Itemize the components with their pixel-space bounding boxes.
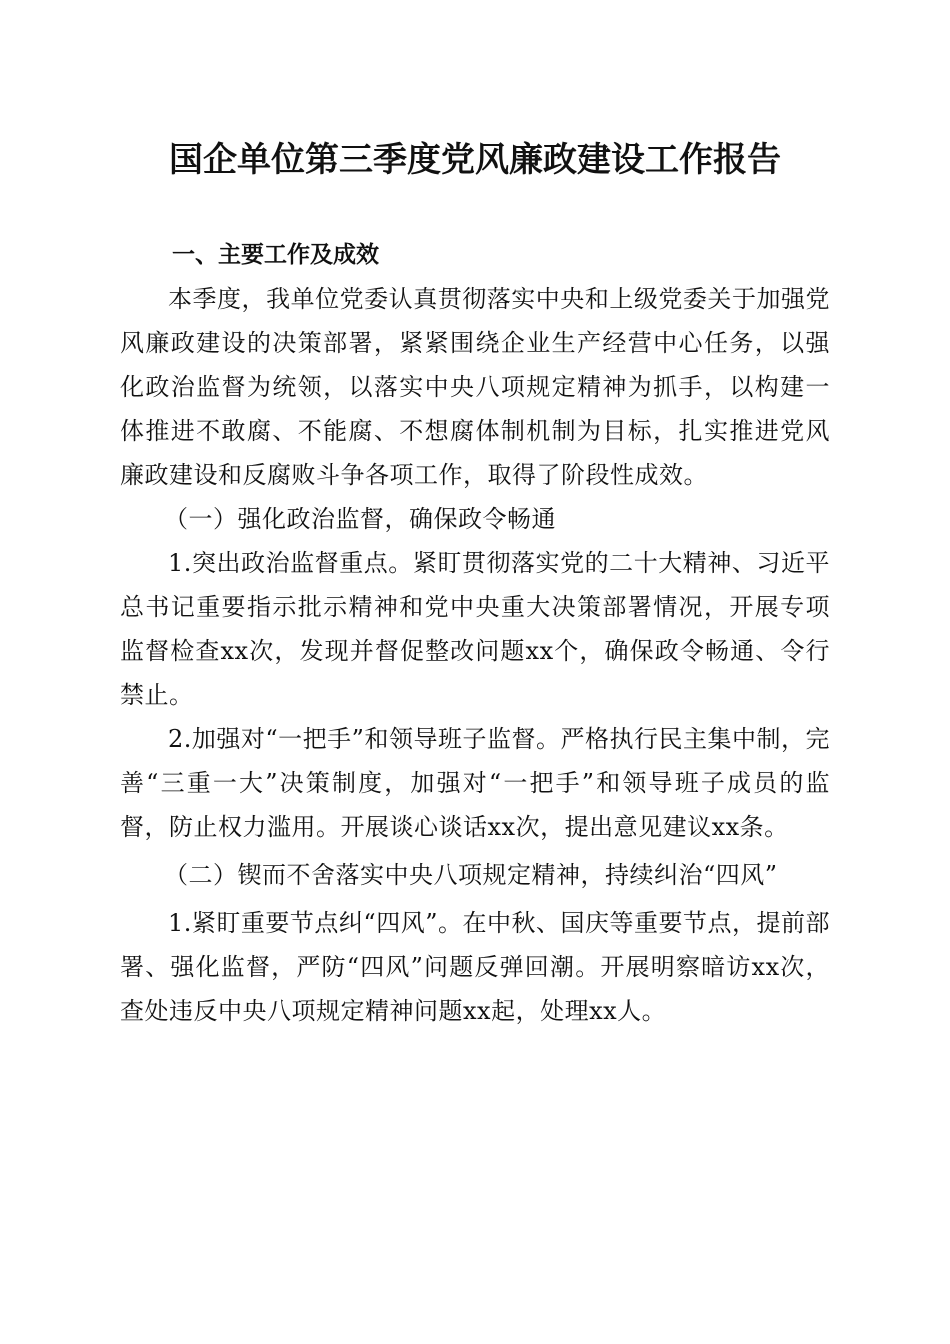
subsection-heading: （一）强化政治监督，确保政令畅通 xyxy=(164,505,556,533)
section-heading: 一、主要工作及成效 xyxy=(172,242,379,268)
list-item: 1.突出政治监督重点。紧盯贯彻落实党的二十大精神、习近平总书记重要指示批示精神和党中央重大决策部署情况，开展专项监督检查xx次，发现并督促整改问题xx个，确保政令畅通、令行禁止。 xyxy=(120,549,830,709)
subsection-heading: （二）锲而不舍落实中央八项规定精神，持续纠治“四风” xyxy=(164,861,778,889)
intro-paragraph: 本季度，我单位党委认真贯彻落实中央和上级党委关于加强党风廉政建设的决策部署，紧紧围绕企业生产经营中心任务，以强化政治监督为统领，以落实中央八项规定精神为抓手，以构建一体推进不敢腐、不能腐、不想腐体制机制为目标，扎实推进党风廉政建设和反腐败斗争各项工作，取得了阶段性成效。 xyxy=(120,285,830,489)
document-body xyxy=(120,233,830,1033)
list-item: 2.加强对“一把手”和领导班子监督。严格执行民主集中制，完善“三重一大”决策制度，加强对“一把手”和领导班子成员的监督，防止权力滥用。开展谈心谈话xx次，提出意见建议xx条。 xyxy=(120,725,830,841)
document-title: 国企单位第三季度党风廉政建设工作报告 xyxy=(169,140,781,180)
list-item: 1.紧盯重要节点纠“四风”。在中秋、国庆等重要节点，提前部署、强化监督，严防“四风”问题反弹回潮。开展明察暗访xx次，查处违反中央八项规定精神问题xx起，处理xx人。 xyxy=(120,909,830,1025)
